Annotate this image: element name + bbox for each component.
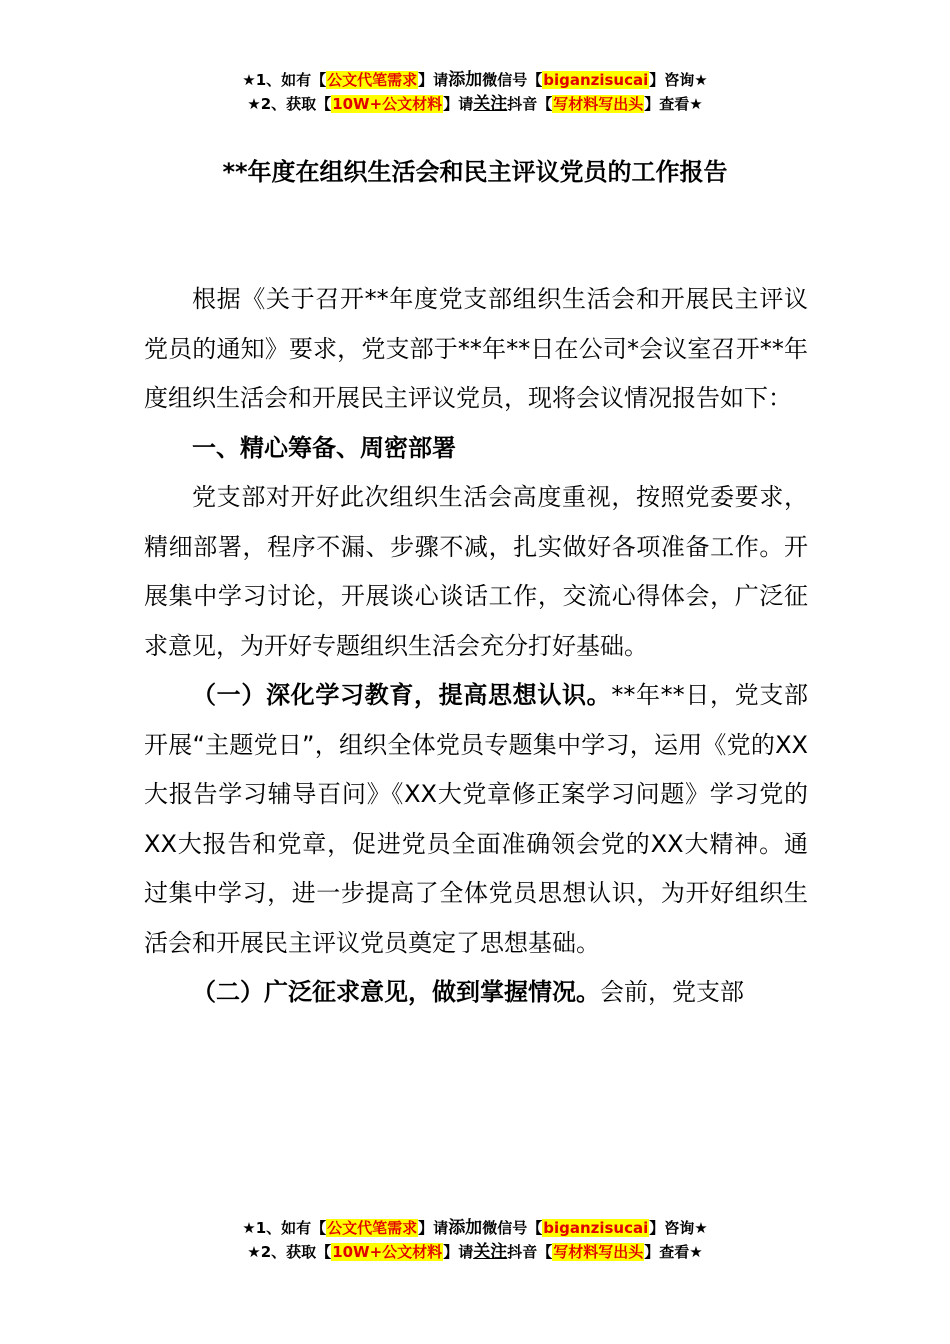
footer-notice — [0, 1216, 950, 1264]
notice-text: 抖音【 — [507, 1243, 553, 1261]
notice-line-2 — [0, 1240, 950, 1264]
highlight-douyin: 写材料写出头 — [553, 95, 644, 113]
notice-text: 微信号【 — [482, 1219, 543, 1237]
notice-text: 】咨询★ — [649, 1219, 708, 1237]
notice-text: 】请 — [443, 1243, 474, 1261]
notice-text: 】请 — [443, 95, 474, 113]
notice-emphasis: 关注 — [473, 1242, 508, 1262]
notice-line-2 — [0, 92, 950, 116]
notice-text: 】咨询★ — [649, 71, 708, 89]
highlight-douyin: 写材料写出头 — [553, 1243, 644, 1261]
paragraph-opinions-text: 会前，党支部 — [600, 978, 744, 1006]
notice-emphasis: 添加 — [448, 1218, 483, 1238]
notice-emphasis: 添加 — [448, 70, 483, 90]
notice-text: 抖音【 — [507, 95, 553, 113]
notice-line-1 — [0, 1216, 950, 1240]
highlight-wechat-id: biganzisucai — [543, 1219, 649, 1237]
subheading-opinions: （二）广泛征求意见，做到掌握情况。 — [192, 978, 600, 1006]
document-title: **年度在组织生活会和民主评议党员的工作报告 — [222, 158, 728, 186]
notice-text: 】请 — [418, 71, 449, 89]
notice-text: ★2、获取【 — [247, 1243, 332, 1261]
document-body — [144, 275, 808, 1018]
highlight-service: 公文代笔需求 — [327, 71, 418, 89]
subheading-study: （一）深化学习教育，提高思想认识。 — [192, 681, 612, 709]
paragraph-study — [144, 671, 808, 968]
notice-line-1 — [0, 68, 950, 92]
notice-text: 】查看★ — [644, 1243, 703, 1261]
highlight-wechat-id: biganzisucai — [543, 71, 649, 89]
header-notice — [0, 68, 950, 116]
notice-text: ★2、获取【 — [247, 95, 332, 113]
highlight-materials: 10W+公文材料 — [332, 95, 443, 113]
paragraph-opinions — [144, 968, 808, 1018]
highlight-service: 公文代笔需求 — [327, 1219, 418, 1237]
paragraph-study-text: **年**日，党支部开展“主题党日”，组织全体党员专题集中学习，运用《党的XX大报告学习辅导百问》《XX大党章修正案学习问题》学习党的XX大报告和党章，促进党员全面准确领会党的XX大精神。通过集中学习，进一步提高了全体党员思想认识，为开好组织生活会和开展民主评议党员奠定了思想基础。 — [144, 681, 809, 957]
paragraph-intro: 根据《关于召开**年度党支部组织生活会和开展民主评议党员的通知》要求，党支部于**年**日在公司*会议室召开**年度组织生活会和开展民主评议党员，现将会议情况报告如下： — [144, 285, 808, 412]
paragraph-preparation: 党支部对开好此次组织生活会高度重视，按照党委要求，精细部署，程序不漏、步骤不减，扎实做好各项准备工作。开展集中学习讨论，开展谈心谈话工作，交流心得体会，广泛征求意见，为开好专题组织生活会充分打好基础。 — [144, 483, 808, 660]
notice-text: ★1、如有【 — [242, 71, 327, 89]
section-heading-1: 一、精心筹备、周密部署 — [192, 433, 456, 462]
notice-text: 】查看★ — [644, 95, 703, 113]
notice-emphasis: 关注 — [473, 94, 508, 114]
notice-text: 】请 — [418, 1219, 449, 1237]
notice-text: ★1、如有【 — [242, 1219, 327, 1237]
notice-text: 微信号【 — [482, 71, 543, 89]
highlight-materials: 10W+公文材料 — [332, 1243, 443, 1261]
